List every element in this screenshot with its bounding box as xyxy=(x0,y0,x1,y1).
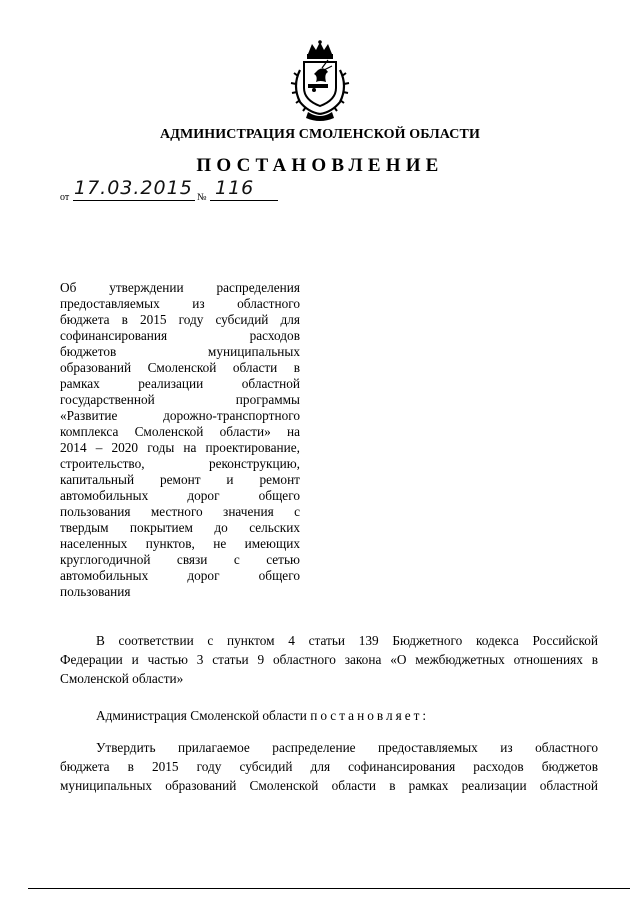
paragraph-line: Смоленской области» xyxy=(60,671,184,686)
subject-line: бюджетов муниципальных xyxy=(60,344,300,359)
paragraph-line: бюджета в 2015 году субсидий для софинансирования расходов бюджетов xyxy=(60,759,598,774)
subject-line: комплекса Смоленской области» на xyxy=(60,424,300,439)
subject-line: пользования местного значения с xyxy=(60,504,300,519)
subject-line: бюджета в 2015 году субсидий для xyxy=(60,312,300,327)
document-subject xyxy=(60,280,300,600)
resolution-prefix: Администрация Смоленской области xyxy=(96,708,307,723)
date-label: от xyxy=(60,192,70,203)
number-value: 116 xyxy=(215,177,255,199)
subject-line: государственной программы xyxy=(60,392,300,407)
subject-line: твердым покрытием до сельских xyxy=(60,520,300,535)
subject-line: Об утверждении распределения xyxy=(60,280,300,295)
coat-of-arms-icon xyxy=(288,40,352,122)
resolution-action: постановляет: xyxy=(310,708,430,723)
number-label: № xyxy=(197,192,207,203)
paragraph-line: Утвердить прилагаемое распределение предоставляемых из областного xyxy=(96,740,598,755)
page-bottom-rule xyxy=(28,888,630,889)
subject-line: 2014 – 2020 годы на проектирование, xyxy=(60,440,300,455)
subject-line: автомобильных дорог общего xyxy=(60,568,300,583)
date-value: 17.03.2015 xyxy=(74,177,193,199)
subject-line: автомобильных дорог общего xyxy=(60,488,300,503)
subject-line: круглогодичной связи с сетью xyxy=(60,552,300,567)
number-underline xyxy=(210,200,278,201)
paragraph-line: муниципальных образований Смоленской области в рамках реализации областной xyxy=(60,778,598,793)
subject-line: софинансирования расходов xyxy=(60,328,300,343)
subject-line: образований Смоленской области в xyxy=(60,360,300,375)
paragraph-line: Федерации и частью 3 статьи 9 областного закона «О межбюджетных отношениях в xyxy=(60,652,598,667)
approval-paragraph xyxy=(60,738,598,795)
subject-line: предоставляемых из областного xyxy=(60,296,300,311)
subject-line: рамках реализации областной xyxy=(60,376,300,391)
authority-name: АДМИНИСТРАЦИЯ СМОЛЕНСКОЙ ОБЛАСТИ xyxy=(160,127,480,142)
paragraph-line xyxy=(60,706,598,725)
paragraph-line: В соответствии с пунктом 4 статьи 139 Бюджетного кодекса Российской xyxy=(96,633,598,648)
subject-line: населенных пунктов, не имеющих xyxy=(60,536,300,551)
subject-line: строительство, реконструкцию, xyxy=(60,456,300,471)
preamble-paragraph xyxy=(60,631,598,688)
subject-line: капитальный ремонт и ремонт xyxy=(60,472,300,487)
document-date-number xyxy=(60,177,360,204)
document-type-title: ПОСТАНОВЛЕНИЕ xyxy=(196,155,444,176)
subject-line: пользования xyxy=(60,584,131,599)
date-underline xyxy=(73,200,195,201)
resolution-paragraph xyxy=(60,706,598,725)
subject-line: «Развитие дорожно-транспортного xyxy=(60,408,300,423)
